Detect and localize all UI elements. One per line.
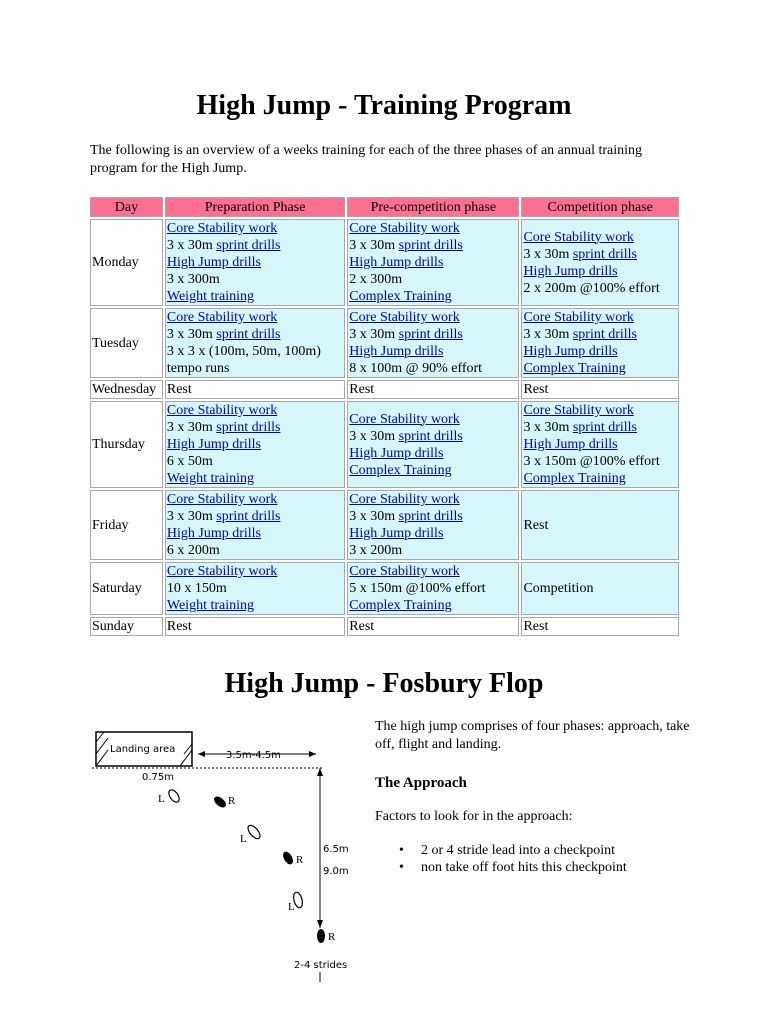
- arrow-head-right: [309, 751, 316, 757]
- cell-text: 3 x 30m: [523, 327, 573, 342]
- cell-text: Rest: [349, 382, 375, 397]
- table-row: [90, 380, 679, 399]
- depth-label-2: 9.0m: [323, 866, 349, 877]
- weight-training-link[interactable]: Weight training: [166, 289, 255, 304]
- cell-line: [349, 237, 517, 254]
- cell-line: [523, 470, 677, 487]
- footprint-right-2: [281, 850, 295, 866]
- cell-text: 3 x 30m: [166, 327, 217, 342]
- cell-text: 3 x 30m: [349, 238, 399, 253]
- table-header-row: [90, 197, 679, 217]
- phase-cell-comp: [521, 617, 679, 636]
- high-jump-drills-link[interactable]: High Jump drills: [166, 437, 261, 452]
- cell-line: [349, 343, 517, 360]
- footprint-left-2: [246, 823, 262, 840]
- sprint-drills-link[interactable]: sprint drills: [398, 238, 463, 253]
- arrow-head-top: [317, 768, 323, 776]
- high-jump-drills-link[interactable]: High Jump drills: [523, 344, 618, 359]
- cell-text: 3 x 30m: [166, 420, 217, 435]
- depth-label-1: 6.5m: [323, 844, 349, 855]
- phase-cell-pre: [347, 617, 519, 636]
- cell-text: 2 x 200m @100% effort: [523, 280, 660, 296]
- cell-line: [523, 618, 677, 635]
- core-stability-work-link[interactable]: Core Stability work: [166, 564, 278, 579]
- cell-line: [167, 597, 343, 614]
- core-stability-work-link[interactable]: Core Stability work: [349, 564, 460, 579]
- cell-line: [523, 246, 677, 263]
- core-stability-work-link[interactable]: Core Stability work: [523, 403, 634, 418]
- training-schedule-table: [88, 195, 681, 638]
- complex-training-link[interactable]: Complex Training: [523, 361, 626, 376]
- weight-training-link[interactable]: Weight training: [166, 471, 255, 486]
- phase-cell-pre: [347, 562, 519, 615]
- cell-line: [523, 453, 677, 470]
- landing-area-label: Landing area: [110, 744, 176, 755]
- cell-text: 3 x 30m: [523, 246, 573, 262]
- footprints: [158, 788, 336, 943]
- offset-label: 0.75m: [142, 772, 175, 783]
- arrow-head-bottom: [317, 920, 323, 928]
- strides-label: 2-4 strides: [294, 960, 348, 971]
- phase-cell-prep: [165, 401, 345, 488]
- core-stability-work-link[interactable]: Core Stability work: [166, 310, 278, 325]
- sprint-drills-link[interactable]: sprint drills: [216, 420, 281, 435]
- table-body: [90, 219, 679, 636]
- cell-line: [349, 508, 517, 525]
- cell-text: 3 x 150m @100% effort: [523, 454, 660, 469]
- cell-text: Rest: [166, 619, 192, 634]
- cell-text: 3 x 30m: [523, 420, 573, 435]
- core-stability-work-link[interactable]: Core Stability work: [166, 492, 278, 507]
- sprint-drills-link[interactable]: sprint drills: [398, 509, 463, 524]
- table-row: [90, 617, 679, 636]
- day-cell: Sunday: [90, 617, 163, 636]
- foot-label-right: R: [328, 931, 336, 943]
- cell-line: [349, 445, 517, 462]
- arrow-head-left: [198, 751, 205, 757]
- core-stability-work-link[interactable]: Core Stability work: [349, 310, 460, 325]
- cell-line: [167, 436, 343, 453]
- table-row: [90, 308, 679, 378]
- fosbury-approach-diagram: [88, 720, 368, 1020]
- cell-line: [523, 381, 677, 398]
- cell-text: 3 x 300m: [166, 272, 220, 287]
- foot-label-left: L: [288, 901, 295, 913]
- cell-line: [167, 580, 343, 597]
- day-cell: Wednesday: [90, 380, 163, 399]
- cell-text: 6 x 50m: [166, 454, 213, 469]
- high-jump-drills-link[interactable]: High Jump drills: [523, 263, 618, 279]
- cell-line: [167, 360, 343, 377]
- table-row: [90, 562, 679, 615]
- cell-line: [349, 462, 517, 479]
- cell-line: [167, 402, 343, 419]
- cell-line: [167, 525, 343, 542]
- cell-line: [523, 263, 677, 280]
- cell-line: [523, 360, 677, 377]
- cell-line: [167, 618, 343, 635]
- cell-line: [349, 220, 517, 237]
- high-jump-drills-link[interactable]: High Jump drills: [349, 255, 444, 270]
- approach-section: [375, 718, 705, 876]
- cell-text: 6 x 200m: [166, 543, 220, 558]
- sprint-drills-link[interactable]: sprint drills: [398, 327, 463, 342]
- fosbury-title: High Jump - Fosbury Flop: [224, 668, 544, 699]
- foot-label-left: L: [240, 833, 247, 845]
- day-cell: Tuesday: [90, 308, 163, 378]
- cell-line: [349, 580, 517, 597]
- cell-text: 3 x 30m: [349, 509, 399, 524]
- cell-text: Rest: [166, 382, 192, 397]
- cell-text: 3 x 30m: [166, 238, 217, 253]
- cell-text: 2 x 300m: [349, 272, 403, 287]
- table-row: [90, 401, 679, 488]
- phase-cell-comp: [521, 380, 679, 399]
- high-jump-drills-link[interactable]: High Jump drills: [349, 344, 444, 359]
- cell-line: [523, 229, 677, 246]
- foot-label-right: R: [296, 854, 304, 866]
- page-title: High Jump - Training Program: [196, 90, 572, 121]
- core-stability-work-link[interactable]: Core Stability work: [166, 221, 278, 236]
- intro-paragraph: The following is an overview of a weeks training for each of the three phases of an annual training program for the High Jump.: [90, 143, 643, 176]
- cell-line: [349, 411, 517, 428]
- phase-cell-prep: [165, 308, 345, 378]
- approach-bullets: [375, 842, 705, 876]
- core-stability-work-link[interactable]: Core Stability work: [349, 411, 460, 427]
- phase-cell-prep: [165, 380, 345, 399]
- cell-text: Rest: [523, 382, 549, 397]
- cell-text: tempo runs: [166, 361, 230, 376]
- cell-line: [349, 563, 517, 580]
- day-cell: Friday: [90, 490, 163, 560]
- complex-training-link[interactable]: Complex Training: [349, 289, 452, 304]
- cell-line: [523, 280, 677, 297]
- cell-text: Rest: [349, 619, 375, 634]
- complex-training-link[interactable]: Complex Training: [523, 471, 626, 486]
- cell-text: 3 x 30m: [349, 428, 399, 444]
- cell-line: [167, 254, 343, 271]
- header-day: Day: [90, 197, 163, 217]
- cell-line: [167, 491, 343, 508]
- cell-line: [349, 618, 517, 635]
- phase-cell-comp: [521, 308, 679, 378]
- phase-cell-pre: [347, 308, 519, 378]
- cell-line: [167, 237, 343, 254]
- phases-paragraph: The high jump comprises of four phases: approach, take off, flight and landing.: [375, 719, 690, 752]
- cell-line: [167, 381, 343, 398]
- cell-line: [349, 254, 517, 271]
- cell-line: [349, 360, 517, 377]
- sprint-drills-link[interactable]: sprint drills: [572, 246, 637, 262]
- cell-line: [349, 326, 517, 343]
- header-pre-competition: Pre-competition phase: [347, 197, 519, 217]
- cell-line: [523, 343, 677, 360]
- sprint-drills-link[interactable]: sprint drills: [398, 428, 463, 444]
- complex-training-link[interactable]: Complex Training: [349, 462, 452, 478]
- cell-text: Rest: [523, 517, 549, 533]
- cell-line: [167, 508, 343, 525]
- cell-line: [167, 453, 343, 470]
- phase-cell-comp: [521, 490, 679, 560]
- cell-line: [167, 419, 343, 436]
- cell-line: [349, 309, 517, 326]
- sprint-drills-link[interactable]: sprint drills: [216, 238, 281, 253]
- cell-line: [167, 288, 343, 305]
- core-stability-work-link[interactable]: Core Stability work: [349, 492, 460, 507]
- cell-line: [349, 381, 517, 398]
- footprint-right-3: [317, 929, 325, 943]
- cell-line: [349, 288, 517, 305]
- cell-line: [523, 580, 677, 597]
- cell-line: [167, 563, 343, 580]
- list-item: • non take off foot hits this checkpoint: [399, 859, 705, 876]
- high-jump-drills-link[interactable]: High Jump drills: [166, 526, 261, 541]
- phase-cell-pre: [347, 490, 519, 560]
- cell-line: [349, 271, 517, 288]
- cell-line: [523, 309, 677, 326]
- core-stability-work-link[interactable]: Core Stability work: [166, 403, 278, 418]
- cell-text: 3 x 30m: [349, 327, 399, 342]
- high-jump-drills-link[interactable]: High Jump drills: [166, 255, 261, 270]
- core-stability-work-link[interactable]: Core Stability work: [523, 229, 634, 245]
- cell-line: [523, 436, 677, 453]
- cell-line: [349, 491, 517, 508]
- table-row: [90, 219, 679, 306]
- cell-line: [523, 326, 677, 343]
- cell-text: Rest: [523, 619, 549, 634]
- cell-line: [349, 542, 517, 559]
- sprint-drills-link[interactable]: sprint drills: [572, 420, 637, 435]
- sprint-drills-link[interactable]: sprint drills: [216, 327, 281, 342]
- day-cell: Saturday: [90, 562, 163, 615]
- cell-text: 8 x 100m @ 90% effort: [349, 361, 483, 376]
- header-competition: Competition phase: [521, 197, 679, 217]
- cell-line: [523, 402, 677, 419]
- phase-cell-pre: [347, 219, 519, 306]
- cell-line: [523, 419, 677, 436]
- cell-line: [167, 220, 343, 237]
- cell-line: [167, 271, 343, 288]
- cell-line: [167, 326, 343, 343]
- cell-line: [167, 309, 343, 326]
- cell-text: 3 x 200m: [349, 543, 403, 558]
- core-stability-work-link[interactable]: Core Stability work: [523, 310, 634, 325]
- cell-text: 3 x 3 x (100m, 50m, 100m): [166, 344, 321, 359]
- day-cell: Thursday: [90, 401, 163, 488]
- footprint-right-1: [212, 794, 228, 809]
- high-jump-drills-link[interactable]: High Jump drills: [523, 437, 618, 452]
- phase-cell-prep: [165, 219, 345, 306]
- sprint-drills-link[interactable]: sprint drills: [216, 509, 281, 524]
- cell-text: 5 x 150m @100% effort: [349, 581, 486, 596]
- cell-text: 10 x 150m: [166, 581, 227, 596]
- phase-cell-comp: [521, 562, 679, 615]
- cell-line: [167, 470, 343, 487]
- foot-label-right: R: [228, 795, 236, 807]
- complex-training-link[interactable]: Complex Training: [349, 598, 452, 613]
- phase-cell-prep: [165, 562, 345, 615]
- phase-cell-prep: [165, 490, 345, 560]
- phase-cell-pre: [347, 401, 519, 488]
- cell-line: [167, 343, 343, 360]
- cell-line: [167, 542, 343, 559]
- phase-cell-prep: [165, 617, 345, 636]
- cell-text: 3 x 30m: [166, 509, 217, 524]
- sprint-drills-link[interactable]: sprint drills: [572, 327, 637, 342]
- cell-line: [349, 597, 517, 614]
- core-stability-work-link[interactable]: Core Stability work: [349, 221, 460, 236]
- factors-paragraph: Factors to look for in the approach:: [375, 809, 573, 824]
- high-jump-drills-link[interactable]: High Jump drills: [349, 445, 444, 461]
- approach-heading: The Approach: [375, 775, 467, 791]
- phase-cell-comp: [521, 401, 679, 488]
- cell-line: [349, 525, 517, 542]
- cell-text: Competition: [523, 581, 594, 596]
- footprint-left-1: [167, 788, 182, 804]
- header-preparation: Preparation Phase: [165, 197, 345, 217]
- table-row: [90, 490, 679, 560]
- list-item: • 2 or 4 stride lead into a checkpoint: [399, 842, 705, 859]
- phase-cell-pre: [347, 380, 519, 399]
- cell-line: [523, 517, 677, 534]
- foot-label-left: L: [158, 793, 165, 805]
- day-cell: Monday: [90, 219, 163, 306]
- high-jump-drills-link[interactable]: High Jump drills: [349, 526, 444, 541]
- phase-cell-comp: [521, 219, 679, 306]
- cell-line: [349, 428, 517, 445]
- distance-label: 3.5m-4.5m: [226, 750, 281, 761]
- weight-training-link[interactable]: Weight training: [166, 598, 255, 613]
